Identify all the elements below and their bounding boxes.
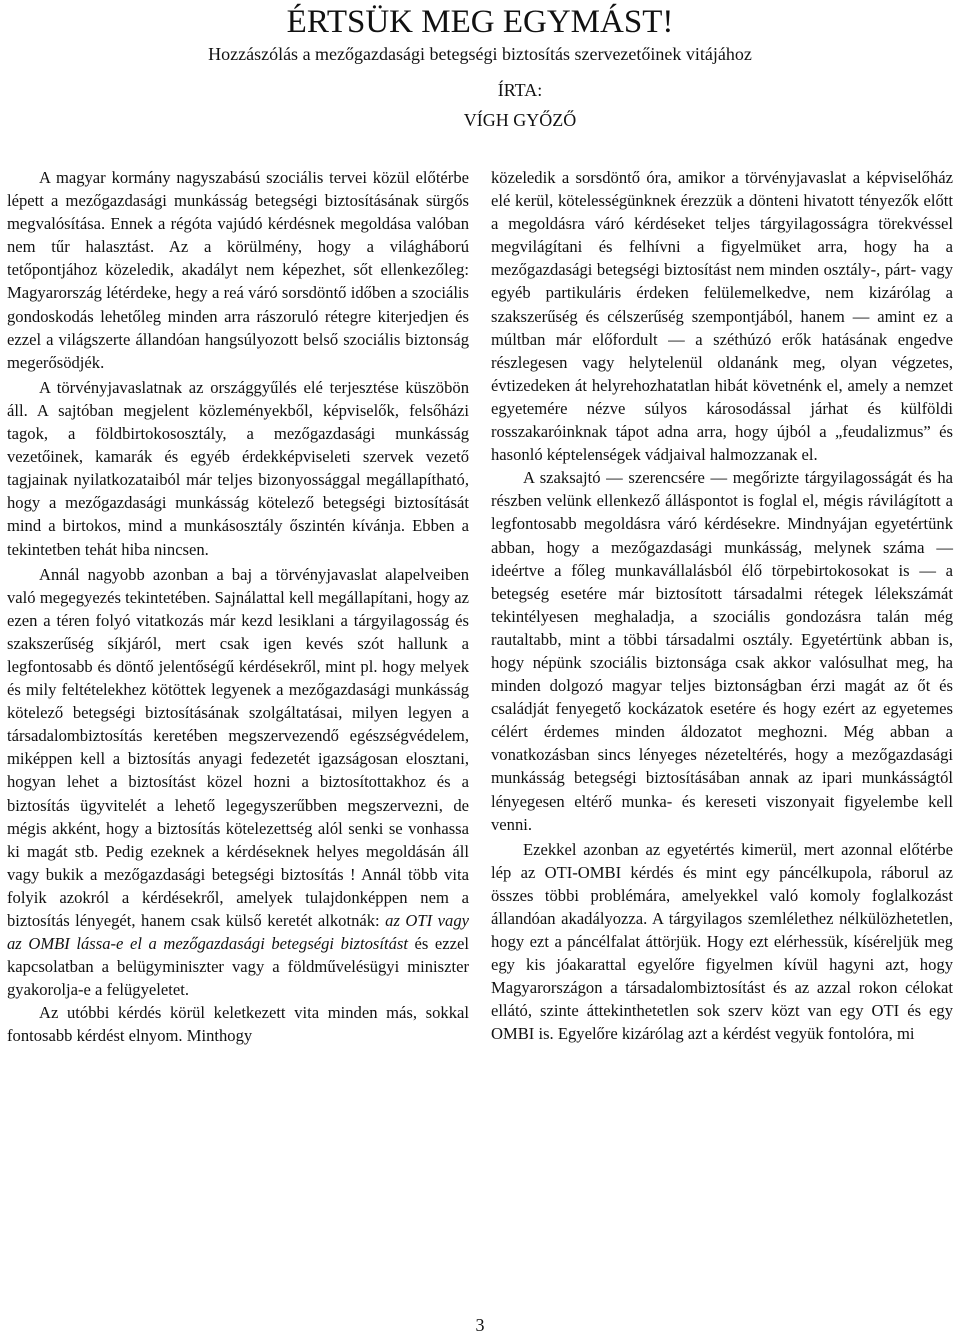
paragraph-2: A törvényjavaslatnak az országgyűlés elé terjesztése küszöbön áll. A sajtóban megjelent közleményekből, képviselők, felsőházi tagok, a földbirtokososztály, a mezőgazdasági munkásság vezetőinek, kamarák és egyéb érdekképviseleti szervek vezető tagjainak nyilatkozataiból már teljes bizonyossággal megállapítható, hogy a mezőgazdasági munkásság kötelező betegségi biztosítását mind a birtokos, mind a munkásosztály őszintén kívánja. Ebben a tekintetben tehát hiba nincsen.	[7, 377, 469, 559]
page-number: 3	[475, 1315, 485, 1335]
byline-label: ÍRTA:	[497, 80, 543, 100]
paragraph-5: közeledik a sorsdöntő óra, amikor a törvényjavaslat a képviselőház elé kerül, kötelességünknek érezzük a dönteni hivatott tényezők előtt a megoldásra váró kérdéseket teljes tárgyilagosságra törekvéssel megvilágítani és felhívni a figyelmüket arra, hogy ha a mezőgazdasági betegségi biztosítást nem minden osztály-, párt- vagy egyéb partikuláris érdeken felülemelkedve, nem kizárólag a szakszerűség és célszerűség szempontjából, hanem — amint ez a múltban már előfordult — a széthúzó erők hatásának engedve részlegesen vagy helytelenül oldanánk meg, olyan végzetes, évtizedeken át helyrehozhatatlan hibát követnénk el, amely a nemzet egyetemére nézve súlyos károsodással járhat és külföldi rosszakaróinknak tápot adna arra, hogy újból a „feudalizmus” és hasonló képtelenségek vádjaival halmozzanak el.	[491, 168, 953, 465]
article-title: ÉRTSÜK MEG EGYMÁST!	[286, 4, 674, 40]
left-column	[7, 166, 469, 1048]
paragraph-3	[7, 563, 469, 1002]
paragraph-3-tail: és ezzel kapcsolatban a belügyminiszter vagy a földművelésügyi miniszter gyakorolja-e a felügyeletet.	[7, 934, 469, 1000]
paragraph-3-text: Annál nagyobb azonban a baj a törvényjavaslat alapelveiben való megegyezés tekintetében. Sajnálattal kell megállapítani, hogy az ezen a téren folyó vitatkozás már kezd lesiklani a tárgyilagosság és szakszerűség síkjáról, mert csak igen kevés szót hallunk a legfontosabb és döntő jelentőségű kérdésekről, mint pl. hogy melyek és mily feltételekhez kötöttek legyenek a mezőgazdasági munkásság kötelező betegségi biztosításának szolgáltatásai, milyen legyen a társadalombiztosítás keretében megszervezendő egészségvédelem, miképpen kell a biztosítás anyagi fedezetét igazságosan elosztani, hogyan lehet a biztosítást közel hozni a biztosítottakhoz és a biztosítás ügyvitelét a lehető legegyszerűbben megszervezni, de mégis akként, hogy a biztosítás kötelezettség alól senki se vonhassa ki magát stb. Pedig ezeknek a kérdéseknek helyes megoldásán áll vagy bukik a mezőgazdasági betegségi biztosítás ! Annál több vita folyik azokról a kérdésekről, amelyek tulajdonképpen nem a biztosítás lényegét, hanem csak külső keretét alkotnák:	[7, 564, 469, 930]
right-column	[491, 166, 953, 1046]
author-name: VÍGH GYŐZŐ	[463, 110, 577, 130]
paragraph-1: A magyar kormány nagyszabású szociális tervei közül előtérbe lépett a mezőgazdasági munkásság betegségi biztosításának sürgős megvalósítása. Ennek a régóta vajúdó kérdésnek megoldása valóban nem tűr halasztást. Az a körülmény, hogy a világháború tetőpontjához közeledik, akadályt nem képezhet, sőt ellenkezőleg: Magyarország létérdeke, hegy a reá váró sorsdöntő időben a szociális gondoskodás lehetőleg minden arra rászoruló rétegre kiterjedjen és ezzel a világszerte állandóan hangsúlyozott belső szociális biztonság megerősödjék.	[7, 168, 469, 372]
paragraph-7: Ezekkel azonban az egyetértés kimerül, mert azonnal előtérbe lép az OTI-OMBI kérdés és mint egy páncélkupola, ráborul az összes többi problémára, amelyekkel való komoly foglalkozást állandóan akadályozza. A tárgyilagos szemlélethez nélkülözhetetlen, hogy ezt a páncélfalat áttörjük. Hogy ezt elérhessük, kíséreljük meg egy kis jóakarattal egyelőre figyelmen kívül hagyni azt, hogy Magyarországon a társadalombiztosítást és az azzal rokon célokat ellátó, szinte áttekinthetetlen sok szerv közt van egy OTI és egy OMBI is. Egyelőre kizárólag azt a kérdést vegyük fontolóra, mi	[491, 839, 953, 1044]
paragraph-3-italic: az OTI vagy az OMBI lássa-e el a mezőgazdasági betegségi biztosítást	[7, 911, 469, 954]
paragraph-4: Az utóbbi kérdés körül keletkezett vita minden más, sokkal fontosabb kérdést elnyom. Minthogy	[7, 1003, 469, 1046]
paragraph-6: A szaksajtó — szerencsére — megőrizte tárgyilagosságát és ha részben velünk ellenkező álláspontot is foglal el, mégis rávilágított a legfontosabb megoldásra váró kérdésekre. Mindnyájan egyetértünk abban, hogy a mezőgazdasági munkásság, melynek száma — ideértve a főleg munkavállalásból élő törpebirtokosokat is — a betegség esetére már biztosított társadalmi rétegek lélekszámát tekintélyesen meghaladja, a szociális gondozásra talán még rautaltabb, mint a többi társadalmi osztály. Egyetértünk abban is, hogy népünk szociális biztonsága csak akkor valósulhat meg, ha minden dolgozó magyar teljes biztonságban érzi magát az őt és családját fenyegető kockázatok esetére és hogy ezért az egyetemes célért érdemes minden áldozatot meghozni. Még abban a vonatkozásban sincs lényeges nézeteltérés, hogy a mezőgazdasági munkásság betegségi biztosításában annak az ipari munkásságtól lényegesen eltérő munka- és kereseti viszonyait figyelembe kell venni.	[491, 468, 953, 834]
article-subtitle: Hozzászólás a mezőgazdasági betegségi biztosítás szervezetőinek vitájához	[208, 44, 752, 64]
